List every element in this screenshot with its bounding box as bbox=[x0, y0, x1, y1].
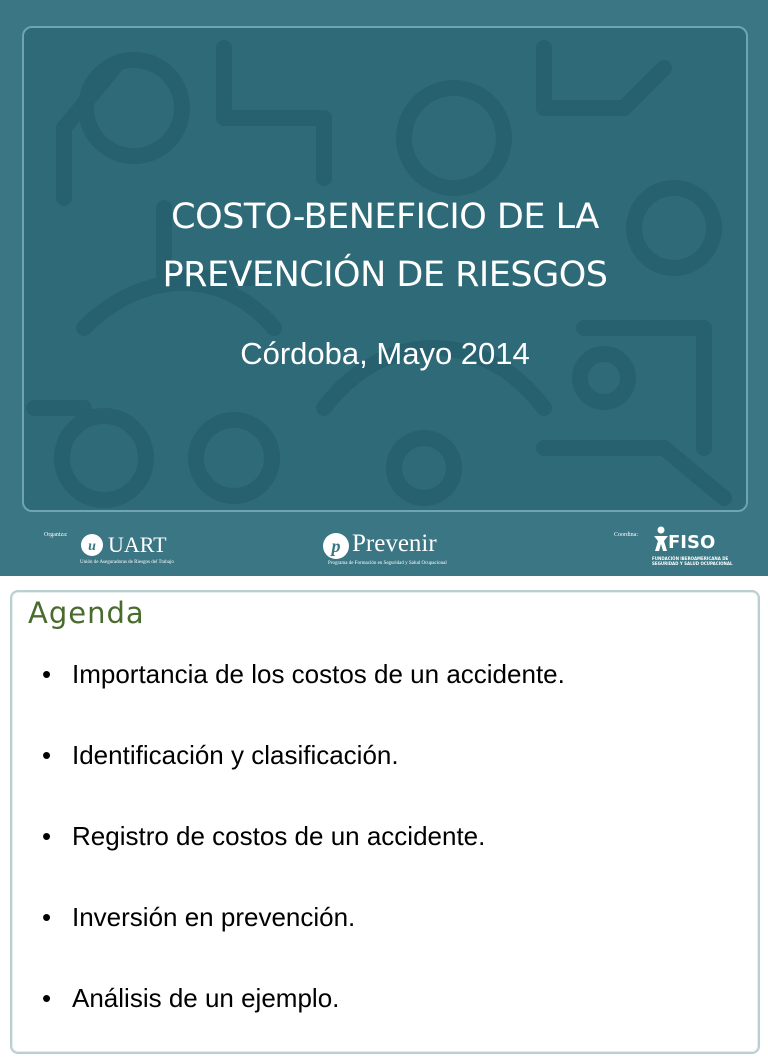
sponsor-logo-bar bbox=[0, 516, 768, 576]
organiza-label: Organiza: bbox=[44, 532, 68, 538]
bullet: • bbox=[42, 821, 52, 851]
uart-name: UART bbox=[108, 532, 167, 557]
agenda-item bbox=[42, 658, 565, 739]
prevenir-logo bbox=[322, 530, 462, 572]
agenda-list bbox=[42, 658, 565, 1063]
fiso-name: FISO bbox=[668, 532, 716, 553]
prevenir-caption: Programa de Formación en Seguridad y Salud Ocupacional bbox=[328, 561, 447, 566]
agenda-item bbox=[42, 820, 565, 901]
agenda-item bbox=[42, 982, 565, 1063]
agenda-item-text: Identificación y clasificación. bbox=[72, 740, 399, 770]
title-frame bbox=[22, 26, 748, 512]
title-line-2: PREVENCIÓN DE RIESGOS bbox=[162, 255, 608, 295]
bullet: • bbox=[42, 740, 52, 770]
agenda-item-text: Registro de costos de un accidente. bbox=[72, 821, 486, 851]
agenda-title: Agenda bbox=[28, 596, 145, 630]
fiso-caption: FUNDACIÓN IBEROAMERICANA DE SEGURIDAD Y SALUD OCUPACIONAL bbox=[652, 556, 733, 566]
agenda-frame bbox=[10, 590, 760, 1054]
coordina-label: Coordina: bbox=[614, 532, 638, 538]
svg-text:p: p bbox=[331, 536, 341, 556]
bullet: • bbox=[42, 983, 52, 1013]
slide-title bbox=[24, 188, 746, 304]
agenda-item-text: Importancia de los costos de un accidente. bbox=[72, 659, 565, 689]
svg-text:u: u bbox=[88, 539, 96, 554]
fiso-logo bbox=[650, 524, 750, 572]
agenda-item-text: Análisis de un ejemplo. bbox=[72, 983, 340, 1013]
bullet: • bbox=[42, 902, 52, 932]
agenda-item bbox=[42, 739, 565, 820]
agenda-item-text: Inversión en prevención. bbox=[72, 902, 356, 932]
prevenir-name: Prevenir bbox=[352, 530, 437, 557]
uart-caption: Unión de Aseguradoras de Riesgos del Trabajo bbox=[80, 560, 174, 565]
bullet: • bbox=[42, 659, 52, 689]
uart-icon bbox=[80, 533, 104, 557]
agenda-item bbox=[42, 901, 565, 982]
title-line-1: COSTO-BENEFICIO DE LA bbox=[171, 197, 599, 237]
uart-logo bbox=[80, 532, 200, 572]
slide-subtitle: Córdoba, Mayo 2014 bbox=[240, 336, 530, 371]
agenda-slide bbox=[0, 576, 768, 1024]
prevenir-icon bbox=[322, 532, 350, 560]
